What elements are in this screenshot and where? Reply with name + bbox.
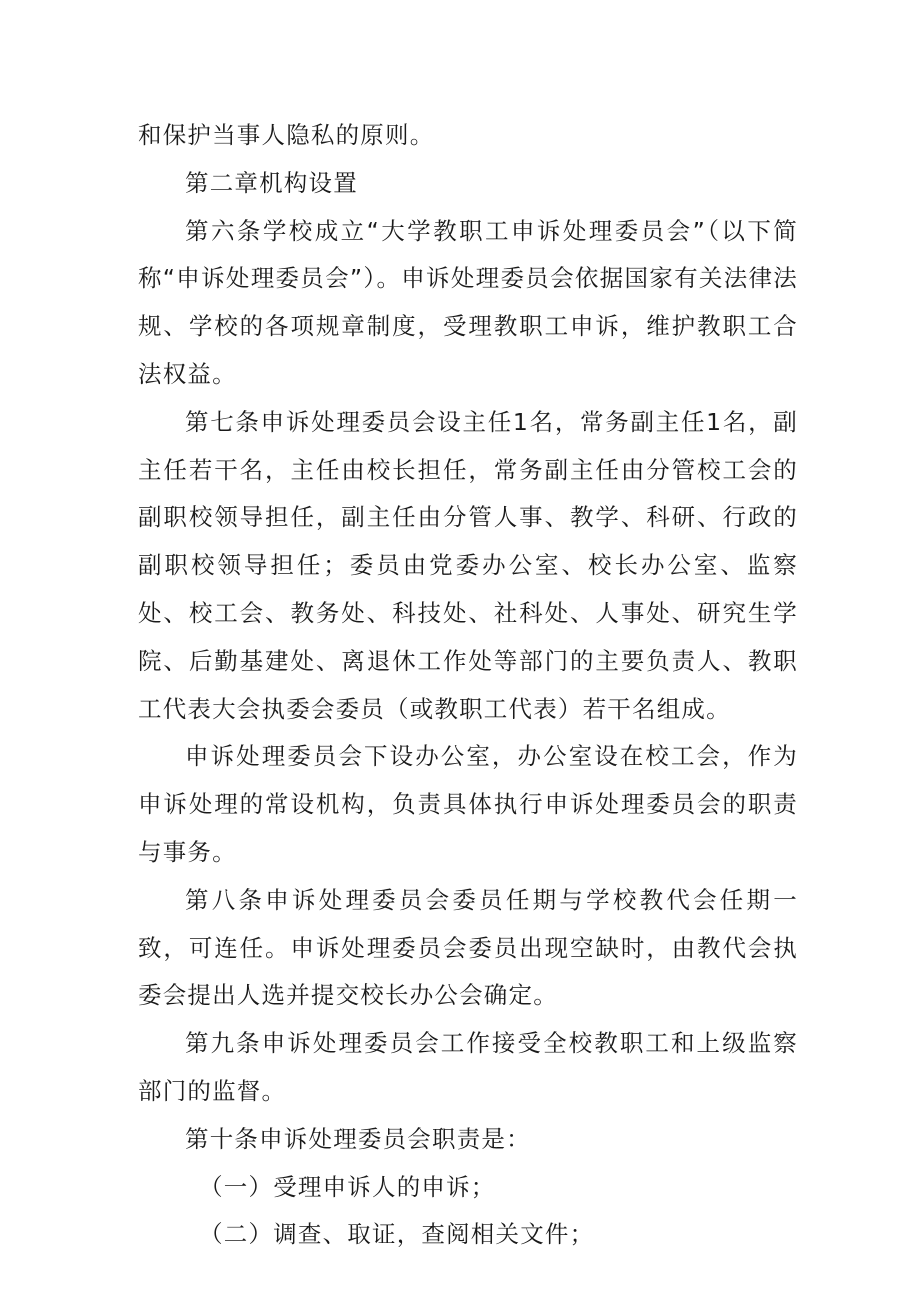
article-6-paragraph: 第六条学校成立“大学教职工申诉处理委员会”（以下简称“申诉处理委员会”）。申诉处理委员会依据国家有关法律法规、学校的各项规章制度，受理教职工申诉，维护教职工合法权益。: [138, 216, 798, 388]
article-7-paragraph: 第七条申诉处理委员会设主任1名，常务副主任1名，副主任若干名，主任由校长担任，常务副主任由分管校工会的副职校领导担任，副主任由分管人事、教学、科研、行政的副职校领导担任；委员由党委办公室、校长办公室、监察处、校工会、教务处、科技处、社科处、人事处、研究生学院、后勤基建处、离退休工作处等部门的主要负责人、教职工代表大会执委会委员（或教职工代表）若干名组成。: [138, 407, 798, 723]
duty-item-2: （二）调查、取证，查阅相关文件；: [199, 1220, 595, 1249]
duty-item-1: （一）受理申诉人的申诉；: [199, 1172, 496, 1201]
chapter-heading: 第二章机构设置: [185, 168, 358, 197]
article-10-paragraph: 第十条申诉处理委员会职责是：: [185, 1124, 531, 1153]
document-body: [138, 112, 798, 1259]
office-paragraph: 申诉处理委员会下设办公室，办公室设在校工会，作为申诉处理的常设机构，负责具体执行申诉处理委员会的职责与事务。: [138, 742, 798, 866]
article-8-paragraph: 第八条申诉处理委员会委员任期与学校教代会任期一致，可连任。申诉处理委员会委员出现空缺时，由教代会执委会提出人选并提交校长办公会确定。: [138, 885, 798, 1010]
paragraph-continuation: 和保护当事人隐私的原则。: [138, 121, 435, 149]
article-9-paragraph: 第九条申诉处理委员会工作接受全校教职工和上级监察部门的监督。: [138, 1029, 798, 1105]
